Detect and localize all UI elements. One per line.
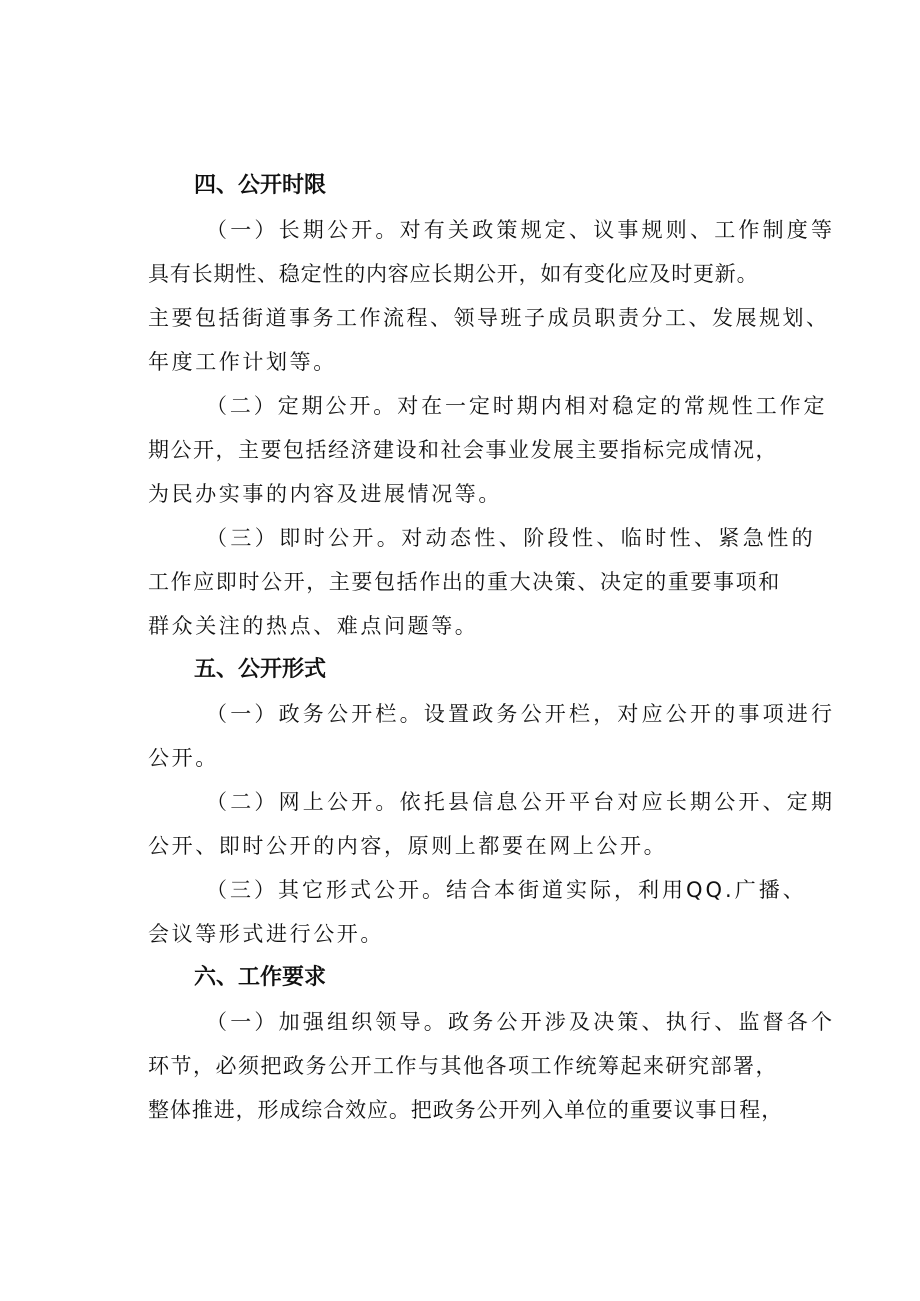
paragraph-line: 公开、即时公开的内容，原则上都要在网上公开。 <box>148 834 668 858</box>
paragraph-line: （二）定期公开。对在一定时期内相对稳定的常规性工作定 <box>206 394 828 418</box>
paragraph-line: 群众关注的热点、难点问题等。 <box>148 614 479 638</box>
paragraph-line: 为民办实事的内容及进展情况等。 <box>148 482 502 506</box>
paragraph-line: （三）即时公开。对动态性、阶段性、临时性、紧急性的 <box>206 526 816 550</box>
paragraph-line: （一）加强组织领导。政务公开涉及决策、执行、监督各个 <box>206 1010 836 1034</box>
paragraph-line: 整体推进，形成综合效应。把政务公开列入单位的重要议事日程， <box>148 1098 784 1122</box>
paragraph-line: （二）网上公开。依托县信息公开平台对应长期公开、定期 <box>206 790 836 814</box>
paragraph-line: 公开。 <box>148 746 219 770</box>
paragraph-line: （一）政务公开栏。设置政务公开栏，对应公开的事项进行 <box>206 702 836 726</box>
paragraph <box>148 692 836 780</box>
document-body <box>148 164 836 1132</box>
section-heading: 五、公开形式 <box>194 657 327 682</box>
paragraph <box>148 780 836 868</box>
paragraph-line: 具有长期性、稳定性的内容应长期公开，如有变化应及时更新。 <box>148 262 759 286</box>
paragraph-line: 期公开，主要包括经济建设和社会事业发展主要指标完成情况， <box>148 438 778 462</box>
paragraph-line: 会议等形式进行公开。 <box>148 922 384 946</box>
paragraph <box>148 1000 836 1132</box>
paragraph-line: （三）其它形式公开。结合本街道实际，利用QQ.广播、 <box>206 878 807 902</box>
section-heading: 四、公开时限 <box>194 173 327 198</box>
section-heading: 六、工作要求 <box>194 965 327 990</box>
paragraph <box>148 208 836 384</box>
paragraph-line: 年度工作计划等。 <box>148 350 337 374</box>
paragraph <box>148 868 808 956</box>
paragraph-line: 环节，必须把政务公开工作与其他各项工作统筹起来研究部署， <box>148 1054 778 1078</box>
paragraph <box>148 516 816 648</box>
paragraph <box>148 384 828 516</box>
paragraph-line: 工作应即时公开，主要包括作出的重大决策、决定的重要事项和 <box>148 570 781 594</box>
paragraph-line: （一）长期公开。对有关政策规定、议事规则、工作制度等 <box>206 218 836 242</box>
paragraph-line: 主要包括街道事务工作流程、领导班子成员职责分工、发展规划、 <box>148 306 830 330</box>
